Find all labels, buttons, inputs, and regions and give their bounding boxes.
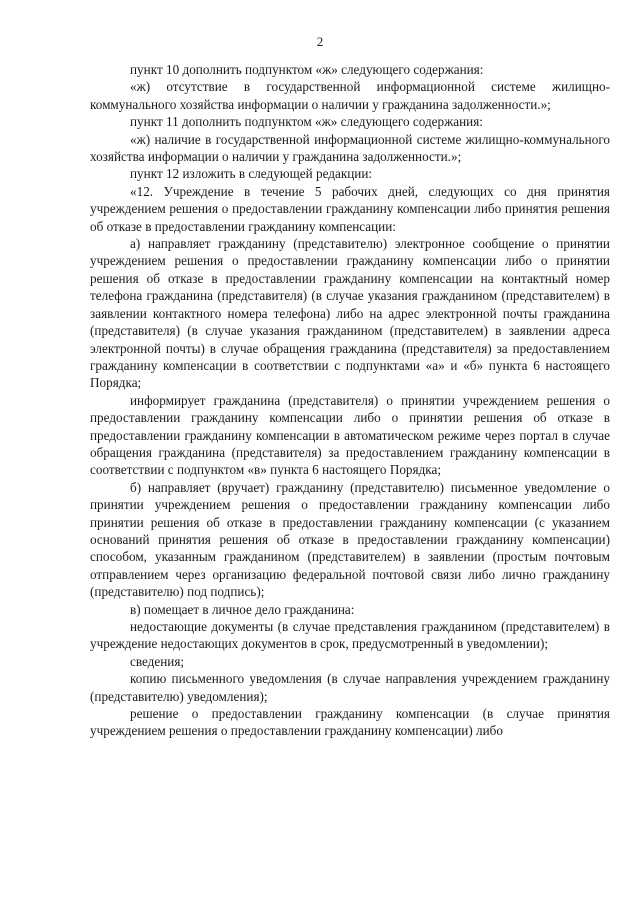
paragraph: сведения; <box>130 653 185 669</box>
paragraph: б) направляет (вручает) гражданину (представителю) письменное уведомление о принятии учреждением решения о предоставлении гражданину компенсации либо принятии решения об отказе в предоставлении гражданину компенсации (с указанием оснований принятия решения об отказе в предоставлении гражданину компенсации) способом, указанным гражданином (представителем) в заявлении (простым почтовым отправлением через организацию федеральной почтовой связи либо лично гражданину (представителю) под подпись); <box>90 479 610 600</box>
paragraph: копию письменного уведомления (в случае направления учреждением гражданину (представителю) уведомления); <box>90 671 610 704</box>
paragraph: «ж) отсутствие в государственной информационной системе жилищно-коммунального хозяйства информации о наличии у гражданина задолженности.»; <box>90 79 610 112</box>
paragraph: пункт 10 дополнить подпунктом «ж» следующего содержания: <box>130 62 484 77</box>
paragraph: «ж) наличие в государственной информационной системе жилищно-коммунального хозяйства информации о наличии у гражданина задолженности.»; <box>90 131 610 165</box>
page-number: 2 <box>316 34 324 49</box>
document-body <box>90 61 610 740</box>
paragraph: пункт 12 изложить в следующей редакции: <box>130 166 373 182</box>
paragraph: в) помещает в личное дело гражданина: <box>130 601 355 617</box>
paragraph: «12. Учреждение в течение 5 рабочих дней, следующих со дня принятия учреждением решения о предоставлении гражданину компенсации либо принятия решения об отказе в предоставлении гражданину компенсации: <box>90 183 610 234</box>
paragraph: а) направляет гражданину (представителю) электронное сообщение о принятии учреждением решения о предоставлении гражданину компенсации либо о принятии решения об отказе в предоставлении гражданину компенсации на контактный номер телефона гражданина (представителя) (в случае указания гражданином (представителем) в заявлении контактного номера телефона) либо на адрес электронной почты гражданина (представителя) (в случае указания гражданином (представителем) в заявлении адреса электронной почты) в случае обращения гражданина (представителя) за предоставлением гражданину компенсации в соответствии с подпунктами «а» и «б» пункта 6 настоящего Порядка; <box>90 236 610 391</box>
paragraph: информирует гражданина (представителя) о принятии учреждением решения о предоставлении гражданину компенсации либо о принятии решения об отказе в предоставлении гражданину компенсации в автоматическом режиме через портал в случае обращения гражданина (представителя) за предоставлением гражданину компенсации в соответствии с подпунктом «в» пункта 6 настоящего Порядка; <box>90 392 610 478</box>
paragraph: решение о предоставлении гражданину компенсации (в случае принятия учреждением решения о предоставлении гражданину компенсации) либо <box>90 706 610 739</box>
paragraph: недостающие документы (в случае представления гражданином (представителем) в учреждение недостающих документов в срок, предусмотренный в уведомлении); <box>90 619 610 652</box>
paragraph: пункт 11 дополнить подпунктом «ж» следующего содержания: <box>130 114 483 130</box>
